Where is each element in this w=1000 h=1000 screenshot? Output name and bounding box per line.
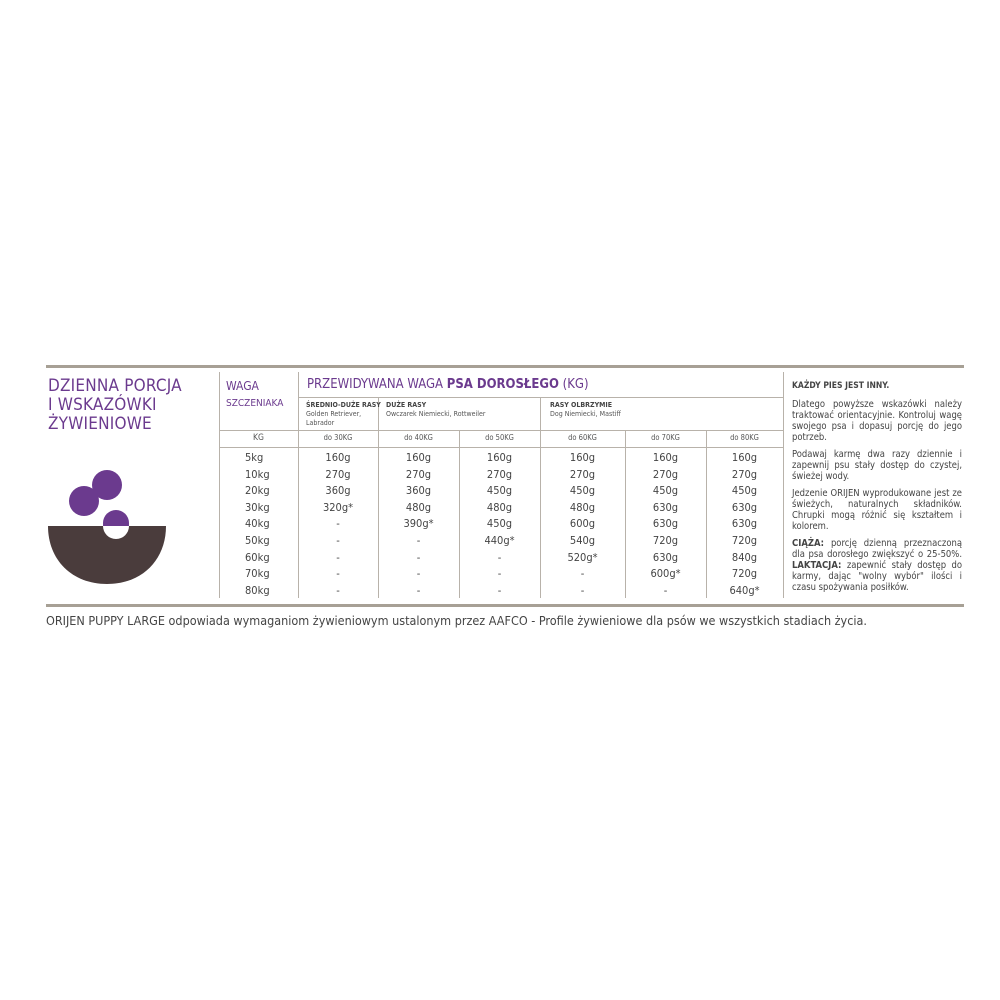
portion-cell: 450g — [731, 484, 758, 497]
title-line-3: ŻYWIENIOWE — [48, 414, 152, 434]
portion-cell: - — [336, 534, 340, 547]
portion-cell: - — [416, 551, 421, 564]
feeding-notes — [792, 381, 962, 599]
portion-cell: - — [416, 534, 421, 547]
portion-cell: 720g — [731, 534, 758, 547]
portion-cell: 440g* — [484, 534, 515, 547]
bottom-rule — [46, 604, 964, 607]
portion-cell: - — [336, 517, 340, 530]
portion-cell: 520g* — [567, 551, 598, 564]
portion-cell: 450g — [652, 484, 679, 497]
portion-cell: 160g — [569, 451, 596, 464]
puppy-weight-cell: 10kg — [245, 468, 270, 481]
portion-cell: 360g — [405, 484, 432, 497]
breed-group-large: DUŻE RASY Owczarek Niemiecki, Rottweiler — [386, 401, 486, 418]
puppy-weight-cell: 70kg — [245, 567, 270, 580]
puppy-weight-cell: 50kg — [245, 534, 270, 547]
portion-cell: 600g* — [650, 567, 681, 580]
table-header-rule — [298, 397, 783, 398]
puppy-weight-cell: 20kg — [245, 484, 270, 497]
portion-cell: 270g — [325, 468, 351, 481]
portion-cell: 480g — [486, 501, 513, 514]
portion-cell: - — [580, 567, 585, 580]
portion-cell: - — [336, 567, 340, 580]
portion-cell: 640g* — [729, 584, 760, 597]
portion-cell: 160g — [486, 451, 513, 464]
portion-cell: 390g* — [403, 517, 434, 530]
puppy-weight-cell: 5kg — [245, 451, 264, 464]
portion-cell: 480g — [405, 501, 432, 514]
portion-cell: - — [497, 551, 502, 564]
puppy-weight-header: WAGA SZCZENIAKA — [226, 379, 284, 409]
portion-cell: 360g — [325, 484, 351, 497]
weight-column-header: do 50KG — [485, 433, 514, 442]
table-left-border — [219, 372, 220, 598]
notes-paragraph-4: CIĄŻA: porcję dzienną przeznaczoną dla psa dorosłego zwiększyć o 25-50%. LAKTACJA: zapewnić stały dostęp do karmy, dając "wolny wybór" ilości i czasu spożywania posiłków. — [792, 538, 962, 593]
weight-column-header: do 80KG — [730, 433, 759, 442]
adult-weight-header: PRZEWIDYWANA WAGA PSA DOROSŁEGO (KG) — [307, 377, 589, 392]
portion-cell: 480g — [569, 501, 596, 514]
notes-paragraph-3: Jedzenie ORIJEN wyprodukowane jest ze świeżych, naturalnych składników. Chrupki mogą różnić się kształtem i kolorem. — [792, 488, 962, 532]
footer-note: ORIJEN PUPPY LARGE odpowiada wymaganiom żywieniowym ustalonym przez AAFCO - Profile żywieniowe dla psów we wszystkich stadiach życia. — [46, 613, 867, 628]
portion-cell: 630g — [652, 501, 679, 514]
breed-group-medium-large: ŚREDNIO-DUŻE RASY Golden Retriever, Labrador — [306, 401, 381, 427]
table-colhead-rule — [219, 447, 783, 448]
portion-cell: 630g — [652, 517, 679, 530]
puppy-weight-cell: 40kg — [245, 517, 270, 530]
portion-cell: - — [336, 551, 340, 564]
breed-group-giant: RASY OLBRZYMIE Dog Niemiecki, Mastiff — [550, 401, 621, 418]
portion-cell: 540g — [569, 534, 596, 547]
portion-cell: 160g — [325, 451, 351, 464]
title-line-1: DZIENNA PORCJA — [48, 376, 182, 396]
weight-column-header: do 70KG — [651, 433, 680, 442]
portion-cell: 270g — [652, 468, 679, 481]
portion-cell: 270g — [486, 468, 513, 481]
table-subheader-rule — [219, 430, 783, 431]
portion-cell: 450g — [486, 484, 513, 497]
portion-cell: - — [336, 584, 340, 597]
portion-cell: 270g — [569, 468, 596, 481]
top-rule — [46, 365, 964, 368]
table-right-border — [783, 372, 784, 598]
portion-cell: 270g — [405, 468, 432, 481]
puppy-weight-cell: 30kg — [245, 501, 270, 514]
portion-cell: - — [416, 584, 421, 597]
portion-cell: 450g — [569, 484, 596, 497]
portion-cell: - — [497, 567, 502, 580]
portion-cell: 320g* — [322, 501, 354, 514]
weight-column-header: do 40KG — [404, 433, 433, 442]
kg-column-header: KG — [253, 433, 264, 443]
portion-cell: 840g — [731, 551, 758, 564]
title-line-2: I WSKAZÓWKI — [48, 395, 157, 415]
portion-cell: - — [416, 567, 421, 580]
section-title — [48, 377, 218, 434]
puppy-weight-cell: 80kg — [245, 584, 270, 597]
notes-paragraph-1: Dlatego powyższe wskazówki należy traktować orientacyjnie. Kontroluj wagę swojego psa i dopasuj porcję do jego potrzeb. — [792, 399, 962, 443]
portion-cell: - — [580, 584, 585, 597]
puppy-weight-cell: 60kg — [245, 551, 270, 564]
portion-cell: 160g — [652, 451, 679, 464]
notes-lead: KAŻDY PIES JEST INNY. — [792, 381, 890, 391]
portion-cell: - — [497, 584, 502, 597]
portion-cell: 630g — [652, 551, 679, 564]
portion-cell: 160g — [405, 451, 432, 464]
portion-cell: - — [663, 584, 668, 597]
portion-cell: 450g — [486, 517, 513, 530]
portion-cell: 720g — [652, 534, 679, 547]
weight-column-header: do 60KG — [568, 433, 597, 442]
food-bowl-icon — [46, 468, 168, 586]
weight-column-header: do 30KG — [323, 433, 353, 442]
portion-cell: 160g — [731, 451, 758, 464]
portion-cell: 600g — [569, 517, 596, 530]
portion-cell: 720g — [731, 567, 758, 580]
portion-cell: 630g — [731, 501, 758, 514]
notes-paragraph-2: Podawaj karmę dwa razy dziennie i zapewnij psu stały dostęp do czystej, świeżej wody. — [792, 449, 962, 482]
portion-cell: 630g — [731, 517, 758, 530]
portion-cell: 270g — [731, 468, 758, 481]
